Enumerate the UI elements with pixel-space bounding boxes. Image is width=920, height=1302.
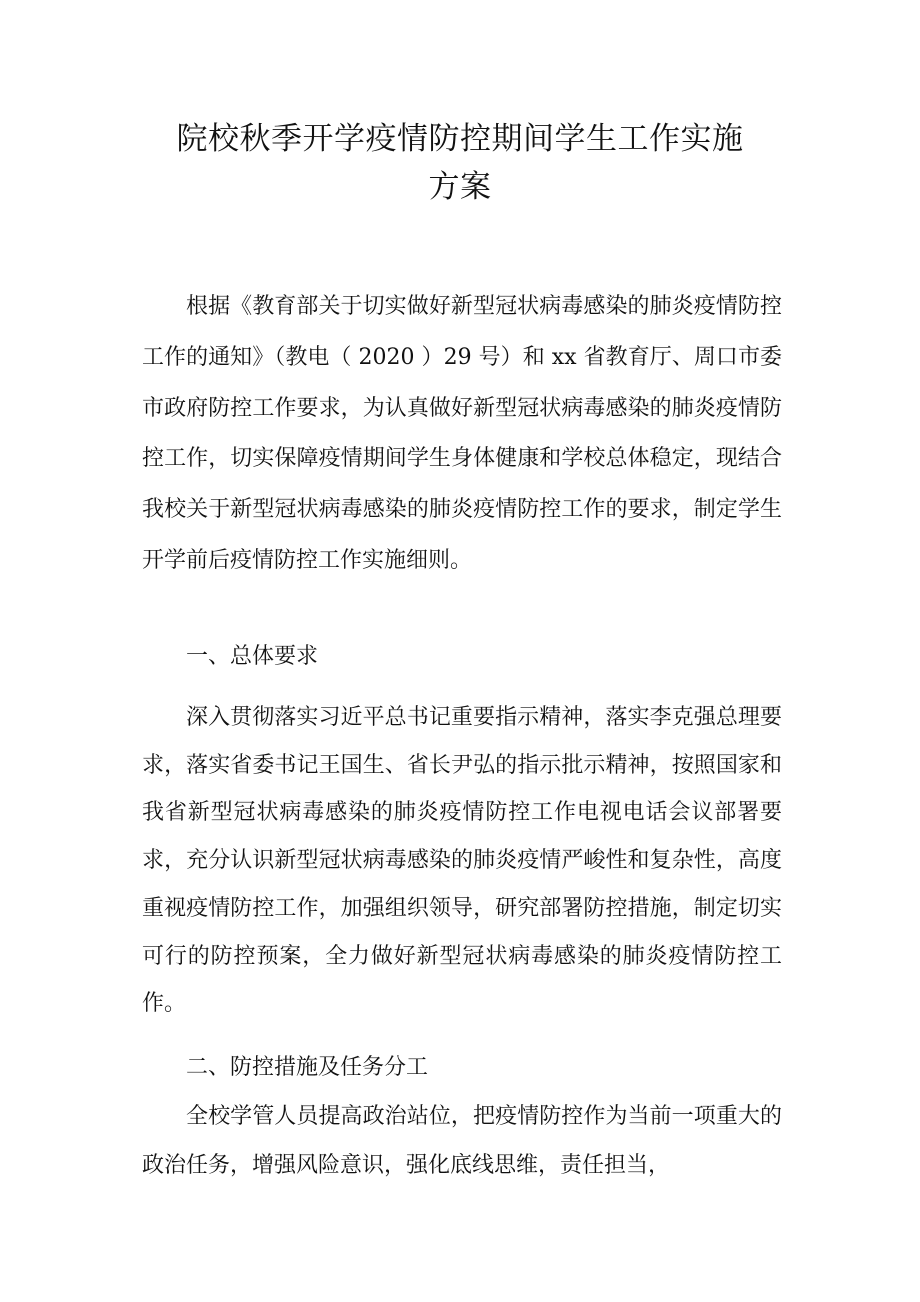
document-title-line-2: 方案 <box>428 169 492 205</box>
section-heading-2-wrap <box>142 1043 782 1093</box>
intro-paragraph: 根据《教育部关于切实做好新型冠状病毒感染的肺炎疫情防控工作的通知》（教电（ 2020 ）29 号）和 xx 省教育厅、周口市委市政府防控工作要求，为认真做好新型冠状病毒感染的肺炎疫情防控工作，切实保障疫情期间学生身体健康和学校总体稳定，现结合我校关于新型冠状病毒感染的肺炎疫情防控工作的要求，制定学生开学前后疫情防控工作实施细则。 <box>142 294 782 573</box>
general-requirements-paragraph: 深入贯彻落实习近平总书记重要指示精神，落实李克强总理要求，落实省委书记王国生、省长尹弘的指示批示精神，按照国家和我省新型冠状病毒感染的肺炎疫情防控工作电视电话会议部署要求，充分认识新型冠状病毒感染的肺炎疫情严峻性和复杂性，高度重视疫情防控工作，加强组织领导，研究部署防控措施，制定切实可行的防控预案，全力做好新型冠状病毒感染的肺炎疫情防控工作。 <box>142 705 782 1017</box>
document-title-line-1: 院校秋季开学疫情防控期间学生工作实施 <box>176 121 744 157</box>
intro-section <box>142 282 782 587</box>
general-requirements-section <box>142 694 782 1028</box>
measures-section <box>142 1092 782 1190</box>
section-heading-measures-and-tasks: 二、防控措施及任务分工 <box>186 1055 429 1080</box>
measures-paragraph: 全校学管人员提高政治站位，把疫情防控作为当前一项重大的政治任务，增强风险意识，强化底线思维，责任担当， <box>142 1104 782 1178</box>
section-heading-general-requirements: 一、总体要求 <box>186 644 319 669</box>
section-heading-1-wrap <box>142 632 782 682</box>
